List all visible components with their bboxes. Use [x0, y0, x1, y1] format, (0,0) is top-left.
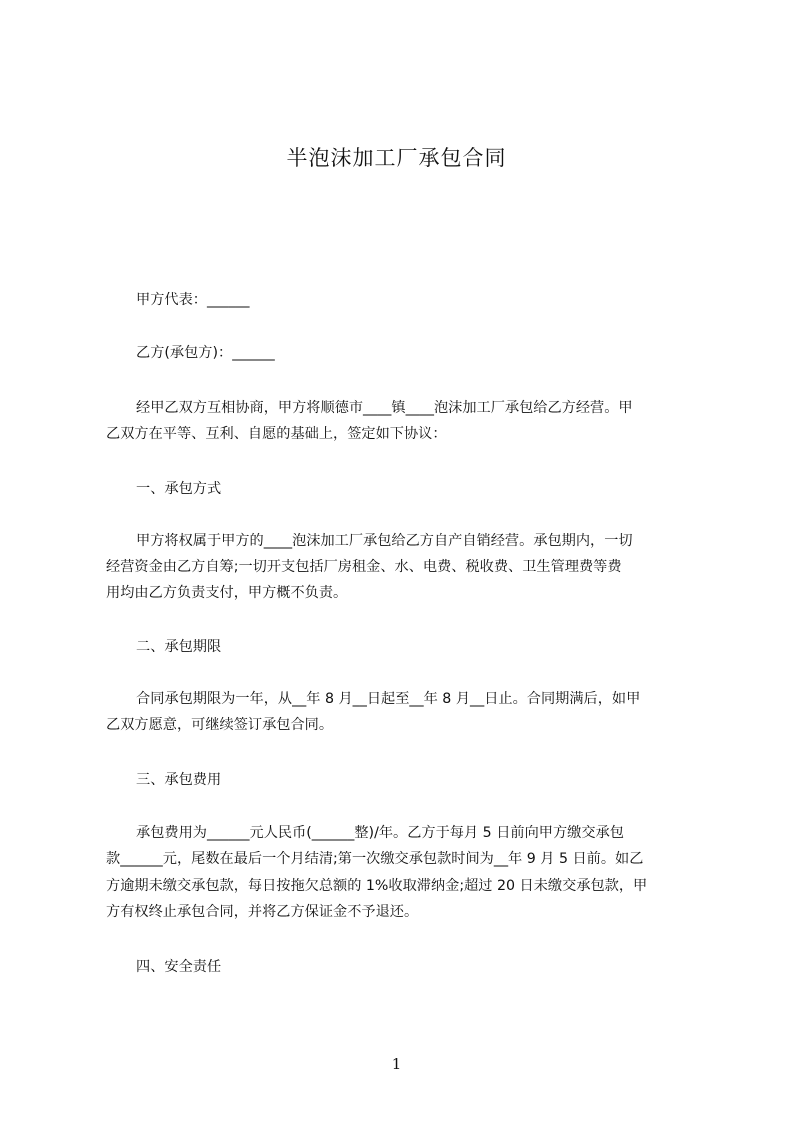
- paragraph-line: 甲方将权属于甲方的____泡沫加工厂承包给乙方自产自销经营。承包期内，一切: [136, 533, 633, 549]
- paragraph-line: 经营资金由乙方自筹;一切开支包括厂房租金、水、电费、税收费、卫生管理费等费: [106, 559, 622, 575]
- paragraph-line: 方逾期未缴交承包款，每日按拖欠总额的 1%收取滞纳金;超过 20 日未缴交承包款，甲: [106, 878, 648, 894]
- section-heading: 一、承包方式: [136, 481, 222, 497]
- document-title: 半泡沫加工厂承包合同: [286, 146, 507, 170]
- party-a-line: 甲方代表：______: [136, 292, 250, 308]
- paragraph-line: 款______元，尾数在最后一个月结清;第一次缴交承包款时间为__年 9 月 5 日前。如乙: [106, 851, 644, 867]
- section-heading: 四、安全责任: [136, 959, 222, 975]
- paragraph-line: 乙双方愿意，可继续签订承包合同。: [106, 717, 334, 733]
- paragraph-line: 方有权终止承包合同，并将乙方保证金不予退还。: [106, 904, 419, 920]
- section-heading: 三、承包费用: [136, 772, 222, 788]
- preamble-line: 乙双方在平等、互利、自愿的基础上，签定如下协议：: [106, 426, 447, 442]
- paragraph-line: 承包费用为______元人民币(______整)/年。乙方于每月 5 日前向甲方缴交承包: [136, 825, 624, 841]
- page-number: 1: [391, 1055, 402, 1073]
- paragraph-line: 合同承包期限为一年，从__年 8 月__日起至__年 8 月__日止。合同期满后，如甲: [136, 691, 641, 707]
- paragraph-line: 用均由乙方负责支付，甲方概不负责。: [106, 585, 348, 601]
- section-heading: 二、承包期限: [136, 639, 222, 655]
- party-b-line: 乙方(承包方)：______: [136, 345, 275, 361]
- preamble-line: 经甲乙双方互相协商，甲方将顺德市____镇____泡沫加工厂承包给乙方经营。甲: [136, 400, 633, 416]
